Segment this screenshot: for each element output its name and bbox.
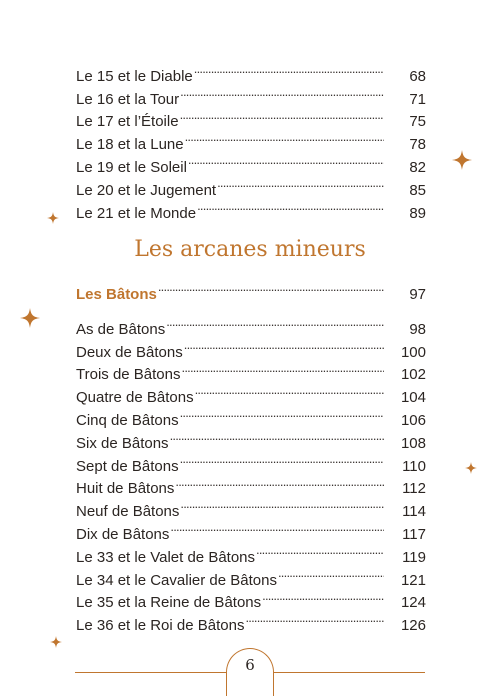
toc-entry-page: 100 — [400, 343, 426, 361]
toc-entry-label: Sept de Bâtons — [76, 457, 179, 475]
dot-leader — [194, 58, 384, 81]
dot-leader — [180, 402, 384, 425]
toc-entry-page: 82 — [409, 158, 426, 176]
toc-entry-label: Le 33 et le Valet de Bâtons — [76, 548, 256, 566]
toc-entry-label: Le 18 et la Lune — [76, 136, 184, 154]
toc-entry-label: Le 36 et le Roi de Bâtons — [76, 617, 245, 635]
toc-entry-label: As de Bâtons — [76, 320, 166, 338]
toc-entry-label: Le 21 et le Monde — [76, 204, 197, 222]
toc-entry-page: 104 — [400, 389, 426, 407]
dot-leader — [245, 607, 384, 630]
dot-leader — [197, 195, 384, 218]
toc-entry[interactable] — [76, 311, 426, 338]
toc-entry-page: 108 — [400, 434, 426, 452]
toc-entry-page: 106 — [400, 411, 426, 429]
toc-entry-page: 117 — [402, 525, 426, 543]
dot-leader — [195, 379, 384, 402]
toc-entry-label: Dix de Bâtons — [76, 525, 170, 543]
toc-entry-page: 75 — [409, 113, 426, 131]
toc-entry-page: 110 — [402, 457, 426, 475]
toc-entry-page: 102 — [400, 366, 426, 384]
toc-entry-label: Le 16 et la Tour — [76, 90, 180, 108]
dot-leader — [180, 493, 384, 516]
dot-leader — [184, 334, 384, 357]
toc-entry-page: 71 — [409, 90, 426, 108]
toc-entry-page: 121 — [400, 571, 426, 589]
dot-leader — [188, 149, 384, 172]
dot-leader — [180, 81, 384, 104]
toc-entry-label: Le 19 et le Soleil — [76, 158, 187, 176]
toc-entry-label: Le 35 et la Reine de Bâtons — [76, 594, 262, 612]
footer-rule-left — [75, 672, 227, 673]
toc-entry-label: Le 20 et le Jugement — [76, 181, 217, 199]
toc-entry-page: 126 — [400, 617, 426, 635]
toc-entry-page: 68 — [409, 67, 426, 85]
toc-entry-label: Deux de Bâtons — [76, 343, 183, 361]
dot-leader — [170, 425, 384, 448]
four-point-star-icon — [47, 212, 59, 224]
toc-entry-page: 119 — [402, 548, 426, 566]
dot-leader — [170, 516, 384, 539]
dot-leader — [278, 562, 384, 585]
toc-entry-page: 78 — [409, 136, 426, 154]
footer-rule-right — [273, 672, 425, 673]
toc-entry-label: Le 15 et le Diable — [76, 67, 193, 85]
toc-entry-label: Neuf de Bâtons — [76, 503, 180, 521]
dot-leader — [158, 276, 384, 299]
dot-leader — [217, 172, 384, 195]
dot-leader — [182, 357, 385, 380]
four-point-star-icon — [465, 462, 477, 474]
subsection-page: 97 — [409, 285, 426, 303]
dot-leader — [180, 104, 384, 127]
toc-entry-label: Le 17 et l’Étoile — [76, 113, 179, 131]
page-number: 6 — [245, 656, 255, 674]
toc-batons — [76, 311, 426, 635]
dot-leader — [166, 311, 384, 334]
toc-entry-page: 89 — [409, 204, 426, 222]
dot-leader — [262, 585, 384, 608]
toc-entry[interactable] — [76, 58, 426, 85]
toc-entry-label: Six de Bâtons — [76, 434, 169, 452]
toc-entry-page: 112 — [402, 480, 426, 498]
toc-entry-page: 124 — [400, 594, 426, 612]
four-point-star-icon — [20, 308, 40, 328]
subsection-label: Les Bâtons — [76, 285, 157, 303]
toc-entry-label: Trois de Bâtons — [76, 366, 181, 384]
toc-entry-page: 85 — [409, 181, 426, 199]
dot-leader — [256, 539, 384, 562]
toc-major-arcana — [76, 58, 426, 222]
toc-entry-page: 114 — [402, 503, 426, 521]
toc-entry-label: Huit de Bâtons — [76, 480, 175, 498]
toc-entry-label: Le 34 et le Cavalier de Bâtons — [76, 571, 277, 589]
toc-entry-page: 98 — [409, 320, 426, 338]
toc-entry-label: Cinq de Bâtons — [76, 411, 179, 429]
toc-subsection — [76, 276, 426, 303]
section-title: Les arcanes mineurs — [134, 237, 366, 262]
four-point-star-icon — [452, 150, 472, 170]
subsection-entry[interactable] — [76, 276, 426, 303]
dot-leader — [185, 126, 384, 149]
dot-leader — [175, 471, 384, 494]
toc-entry-label: Quatre de Bâtons — [76, 389, 194, 407]
dot-leader — [180, 448, 384, 471]
four-point-star-icon — [50, 636, 62, 648]
